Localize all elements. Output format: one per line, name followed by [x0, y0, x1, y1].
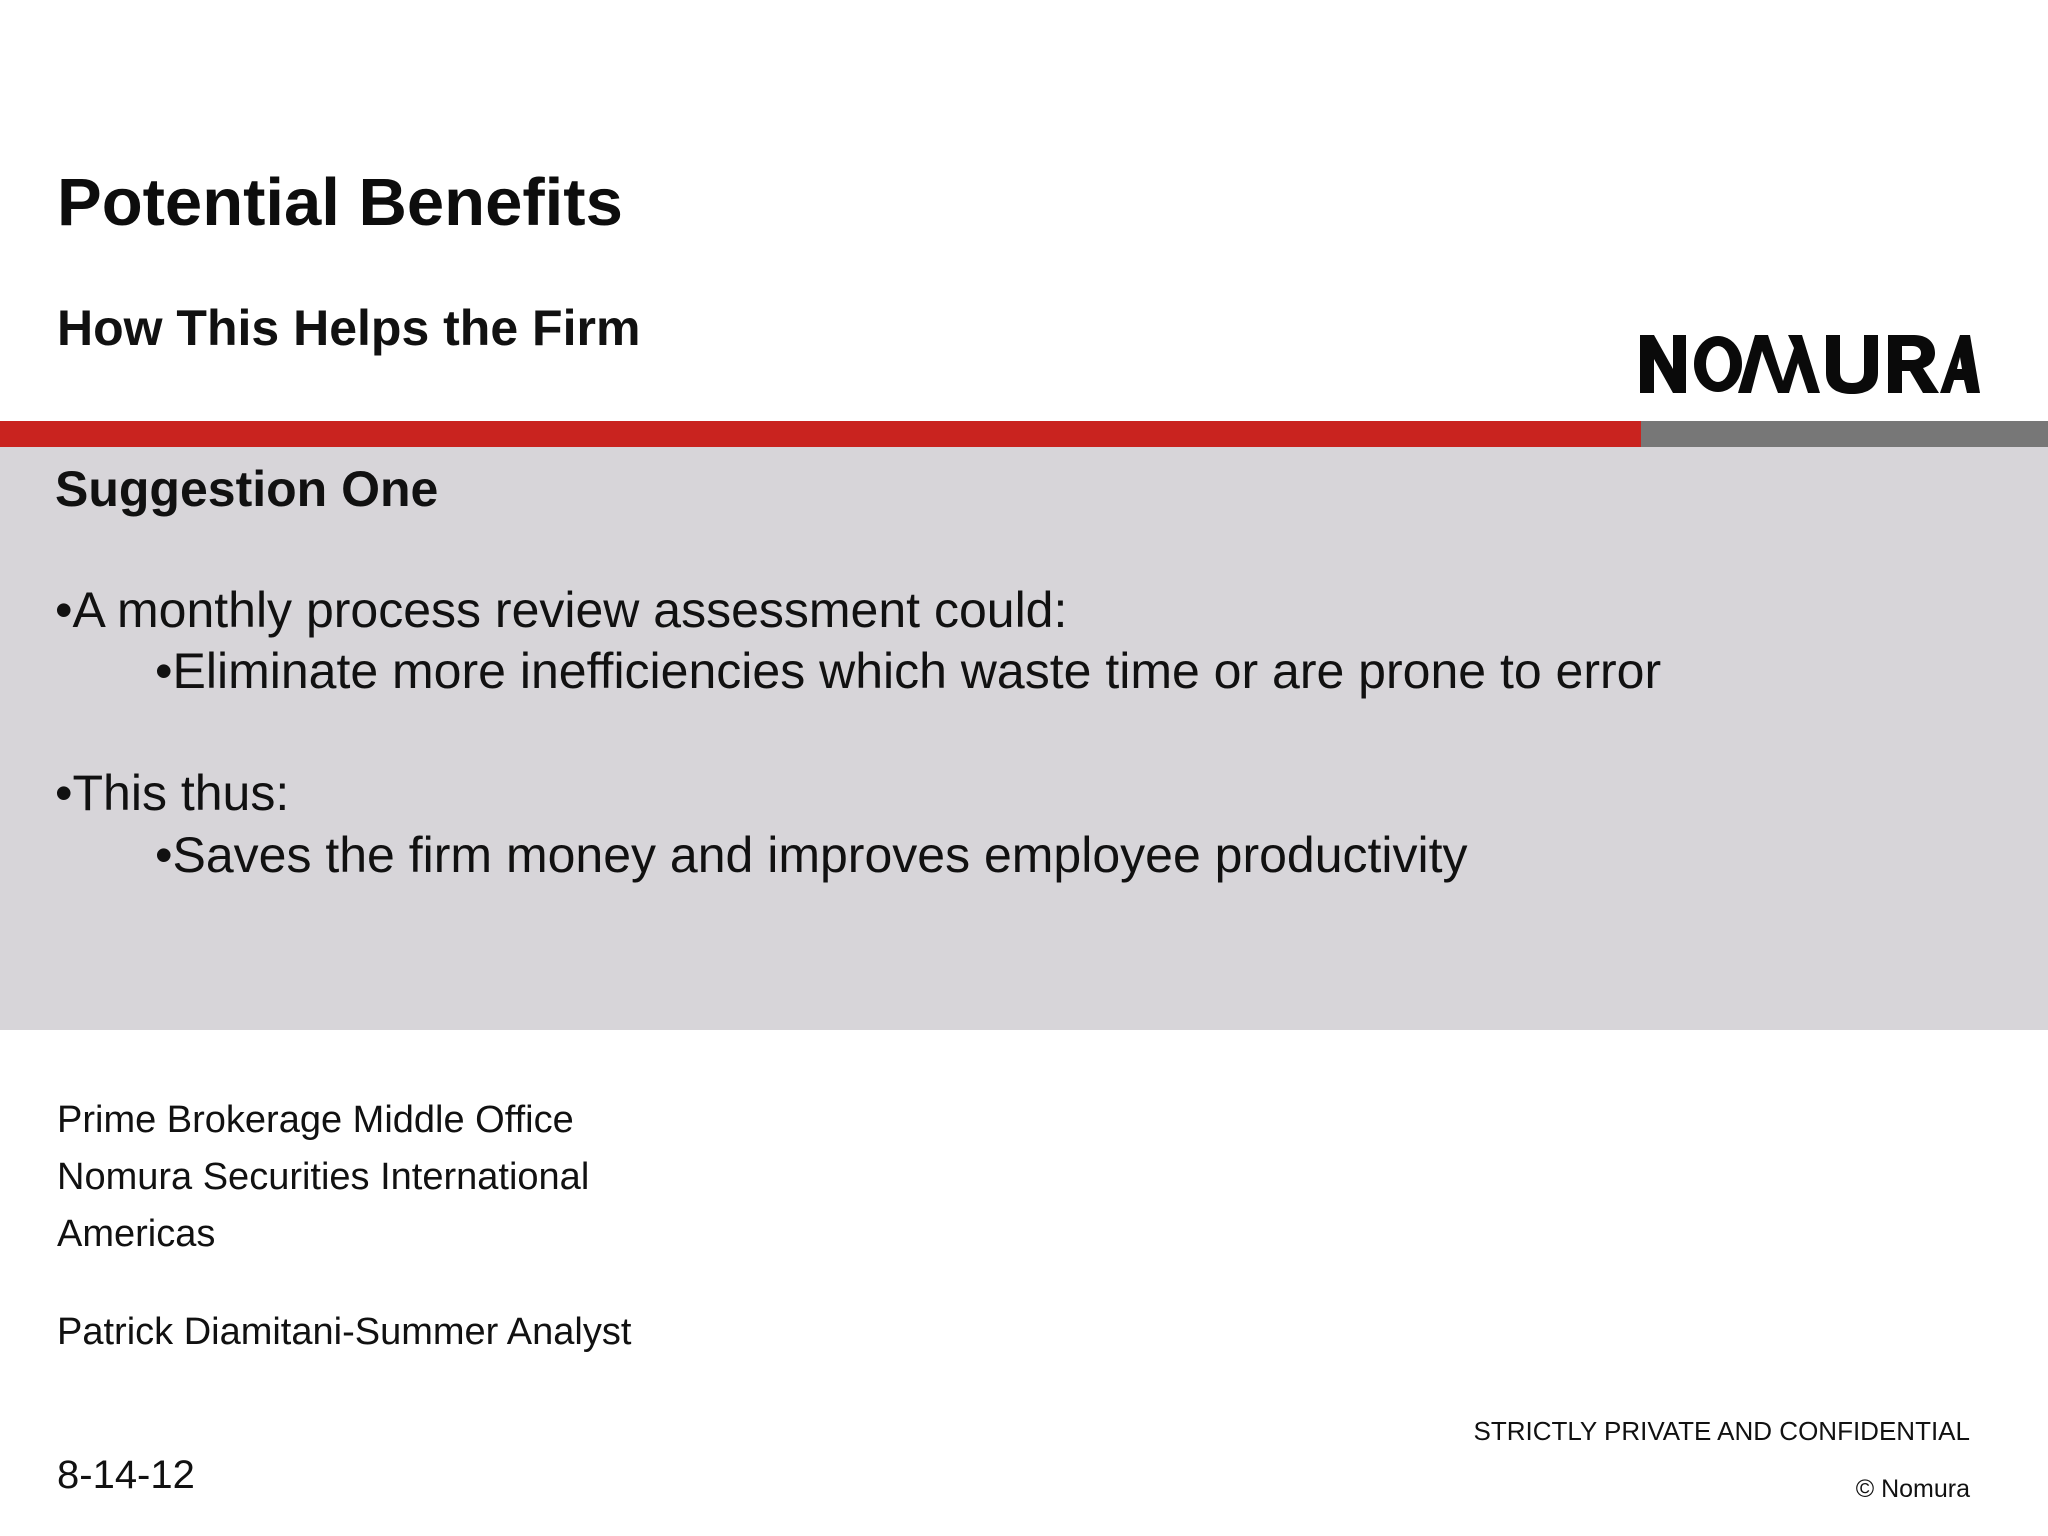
- nomura-logo: [1638, 333, 1982, 395]
- confidentiality-notice: STRICTLY PRIVATE AND CONFIDENTIAL: [1473, 1416, 1970, 1446]
- date-text: 8-14-12: [57, 1453, 195, 1497]
- department-text: Prime Brokerage Middle Office: [57, 1099, 574, 1141]
- content-panel: [0, 447, 2048, 1030]
- accent-bar-grey: [1641, 421, 2048, 447]
- page-title: Potential Benefits: [57, 165, 623, 240]
- accent-bar-red: [0, 421, 1641, 447]
- copyright-notice: © Nomura: [1855, 1475, 1970, 1503]
- bullet-item: •A monthly process review assessment could:: [55, 582, 1068, 638]
- author-text: Patrick Diamitani-Summer Analyst: [57, 1311, 632, 1353]
- bullet-item: •This thus:: [55, 765, 290, 821]
- sub-bullet-item: •Eliminate more inefficiencies which waste time or are prone to error: [155, 643, 1662, 699]
- sub-bullet-item: •Saves the firm money and improves employee productivity: [155, 827, 1468, 883]
- section-heading: Suggestion One: [55, 461, 439, 517]
- page-subtitle: How This Helps the Firm: [57, 300, 641, 356]
- company-text: Nomura Securities International: [57, 1156, 590, 1198]
- region-text: Americas: [57, 1213, 216, 1255]
